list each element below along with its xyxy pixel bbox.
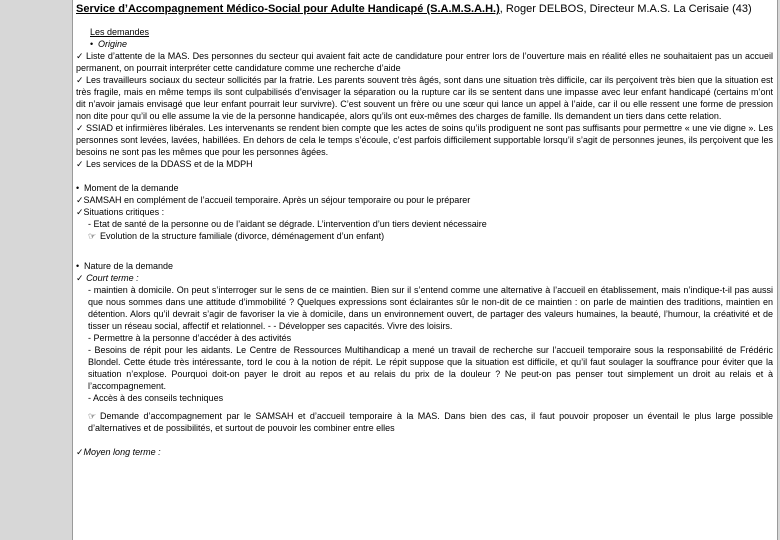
document-page: [72, 0, 778, 540]
moment-line-2: ✓Situations critiques :: [76, 207, 165, 217]
section-nature-title: • Nature de la demande: [76, 261, 174, 271]
nature-paragraph-5: ☞ Demande d’accompagnement par le SAMSAH et d’accueil temporaire à la MAS. Dans bien des cas, il faut pouvoir proposer un éventail le plus large possible d’alternatives et de possibilités, et surtout de pouvoir les combiner entre elles: [88, 411, 773, 433]
section-demandes-title: Les demandes: [90, 27, 150, 37]
hand-pointer-icon: ☞: [88, 231, 97, 241]
check-icon: ✓: [76, 447, 84, 457]
nature-paragraph-3: - Besoins de répit pour les aidants. Le Centre de Ressources Multihandicap a mené un travail de recherche sur l’accueil temporaire sous la responsabilité de Frédéric Blondel. Cette étude très intéressante, tord le cou à la notion de répit. Le répit suppose que la situation est difficile, et qu’il faut soulager la souffrance pour éviter que la situation n’explose. Pourquoi doit-on payer le droit au repos et au relais du prix de la douleur ? Ne peut-on pas penser tout simplement un droit au relais et à l’accompagnement.: [88, 345, 773, 391]
origine-item: • Origine: [90, 39, 128, 49]
bullet-icon: •: [90, 39, 94, 49]
moment-line-4: ☞ Evolution de la structure familiale (divorce, déménagement d’un enfant): [88, 231, 385, 241]
check-icon: ✓: [76, 159, 84, 169]
bullet-icon: •: [76, 183, 80, 193]
moyen-terme-label: ✓Moyen long terme :: [76, 447, 161, 457]
heading-title: Service d’Accompagnement Médico-Social pour Adulte Handicapé (S.A.M.S.A.H.): [76, 3, 500, 15]
bullet-icon: •: [76, 261, 80, 271]
document-content: [73, 0, 777, 458]
check-icon: ✓: [76, 207, 84, 217]
check-icon: ✓: [76, 195, 84, 205]
nature-paragraph-2: - Permettre à la personne d’accéder à des activités: [88, 333, 292, 343]
check-icon: ✓: [76, 273, 84, 283]
heading-author: , Roger DELBOS, Directeur M.A.S. La Cerisaie (43): [499, 3, 752, 15]
demande-item-3: ✓ SSIAD et infirmières libérales. Les intervenants se rendent bien compte que les actes de soins qu’ils prodiguent ne sont pas suffisants pour permettre « une vie digne ». Les personnes sont levées, lavées, habillées. En dehors de cela le temps s’écoule, c’est parfois difficilement supportable lorsqu’il s’agit de personnes jeunes, ils perçoivent que les besoins ne sont pas les mêmes que pour les personnes âgées.: [76, 123, 773, 157]
nature-paragraph-4: - Accès à des conseils techniques: [88, 393, 224, 403]
demande-item-1: ✓ Liste d’attente de la MAS. Des personnes du secteur qui avaient fait acte de candidature pour entrer lors de l’ouverture mais en réalité elles ne souhaitaient pas un accueil permanent, on pourrait interpréter cette candidature comme une recherche d’aide: [76, 51, 773, 73]
moment-line-1: ✓SAMSAH en complément de l’accueil temporaire. Après un séjour temporaire ou pour le préparer: [76, 195, 471, 205]
demande-item-4: ✓ Les services de la DDASS et de la MDPH: [76, 159, 253, 169]
court-terme-label: ✓ Court terme :: [76, 273, 139, 283]
hand-pointer-icon: ☞: [88, 411, 97, 421]
moment-line-3: - Etat de santé de la personne ou de l’aidant se dégrade. L’intervention d’un tiers devient nécessaire: [88, 219, 487, 229]
check-icon: ✓: [76, 75, 84, 85]
nature-paragraph-1: - maintien à domicile. On peut s’interroger sur le sens de ce maintien. Bien sur il s’entend comme une alternative à l’accueil en établissement, mais n’indique-t-il pas aussi que nous sommes dans une attitude d’immobilité ? Quelques expressions sont éclairantes sûr le non-dit de ce maintien : on parle de maintien des traditions, maintien en détention. Alors qu’il devrait s’agir de favoriser la vie à domicile, dans un environnement ouvert, de partager des valeurs humaines, la beauté, l’humour, la créativité et de tisser un réseau social, affectif et relationnel. - - Développer ses capacités. Vivre des loisirs.: [88, 285, 773, 331]
check-icon: ✓: [76, 123, 84, 133]
demande-item-2: ✓ Les travailleurs sociaux du secteur sollicités par la fratrie. Les parents souvent très âgés, sont dans une situation très difficile, car ils perçoivent très bien que la situation est très fragile, mais en même temps ils sont culpabilisés d’envisager la séparation ou la rupture car ils se sentent dans une impasse avec leur enfant handicapé (certains m’ont dit n’avoir jamais envisagé que leur enfant pourrait leur survivre). C’est souvent un frère ou une sœur qui lance un appel à l’aide, car il ou elle ressent une forme de pression non dite pour qu’il ou elle assume la vie de la personne handicapée, alors qu’ils ont eux-mêmes des charges de famille. Ils demandent un tiers dans cette relation.: [76, 75, 773, 121]
check-icon: ✓: [76, 51, 84, 61]
document-heading: [76, 2, 773, 17]
section-moment-title: • Moment de la demande: [76, 183, 179, 193]
